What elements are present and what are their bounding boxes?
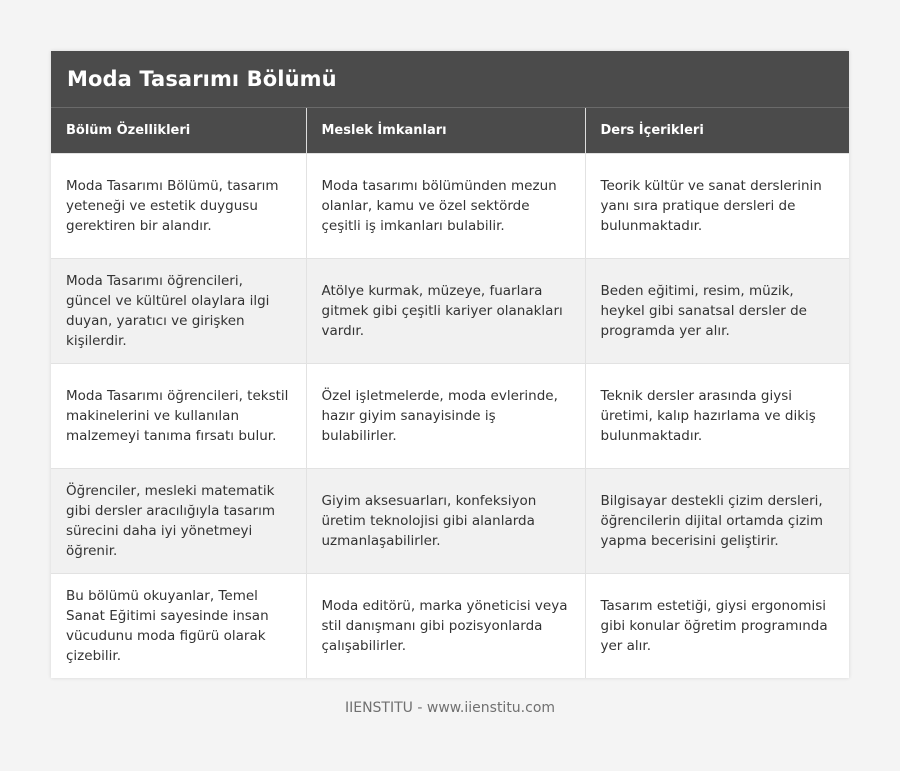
table-cell: Giyim aksesuarları, konfeksiyon üretim teknolojisi gibi alanlarda uzmanlaşabilirler. <box>306 468 585 573</box>
table-cell: Atölye kurmak, müzeye, fuarlara gitmek gibi çeşitli kariyer olanakları vardır. <box>306 258 585 363</box>
table-cell: Beden eğitimi, resim, müzik, heykel gibi sanatsal dersler de programda yer alır. <box>585 258 849 363</box>
table-cell: Tasarım estetiği, giysi ergonomisi gibi konular öğretim programında yer alır. <box>585 573 849 678</box>
table-cell: Teknik dersler arasında giysi üretimi, kalıp hazırlama ve dikiş bulunmaktadır. <box>585 363 849 468</box>
table-row <box>51 573 849 678</box>
table-cell: Moda Tasarımı öğrencileri, tekstil makinelerini ve kullanılan malzemeyi tanıma fırsatı bulur. <box>51 363 306 468</box>
table-row <box>51 468 849 573</box>
column-header-meslek-imkanlari: Meslek İmkanları <box>306 108 585 153</box>
table-row <box>51 153 849 258</box>
column-header-ders-icerikleri: Ders İçerikleri <box>585 108 849 153</box>
table-cell: Moda Tasarımı öğrencileri, güncel ve kültürel olaylara ilgi duyan, yaratıcı ve girişken kişilerdir. <box>51 258 306 363</box>
table-cell: Teorik kültür ve sanat derslerinin yanı sıra pratique dersleri de bulunmaktadır. <box>585 153 849 258</box>
table-title-bar <box>51 51 849 108</box>
info-table-card <box>51 51 849 678</box>
table-cell: Özel işletmelerde, moda evlerinde, hazır giyim sanayisinde iş bulabilirler. <box>306 363 585 468</box>
footer-credit: IIENSTITU - www.iienstitu.com <box>344 700 556 716</box>
table-cell: Moda Tasarımı Bölümü, tasarım yeteneği ve estetik duygusu gerektiren bir alandır. <box>51 153 306 258</box>
table-row <box>51 363 849 468</box>
table-header-row <box>51 108 849 153</box>
table-cell: Öğrenciler, mesleki matematik gibi dersler aracılığıyla tasarım sürecini daha iyi yönetmeyi öğrenir. <box>51 468 306 573</box>
info-table <box>51 108 849 678</box>
table-cell: Bilgisayar destekli çizim dersleri, öğrencilerin dijital ortamda çizim yapma becerisini geliştirir. <box>585 468 849 573</box>
table-cell: Moda editörü, marka yöneticisi veya stil danışmanı gibi pozisyonlarda çalışabilirler. <box>306 573 585 678</box>
table-cell: Bu bölümü okuyanlar, Temel Sanat Eğitimi sayesinde insan vücudunu moda figürü olarak çizebilir. <box>51 573 306 678</box>
table-row <box>51 258 849 363</box>
page-title: Moda Tasarımı Bölümü <box>67 67 337 91</box>
column-header-bolum-ozellikleri: Bölüm Özellikleri <box>51 108 306 153</box>
table-cell: Moda tasarımı bölümünden mezun olanlar, kamu ve özel sektörde çeşitli iş imkanları bulabilir. <box>306 153 585 258</box>
